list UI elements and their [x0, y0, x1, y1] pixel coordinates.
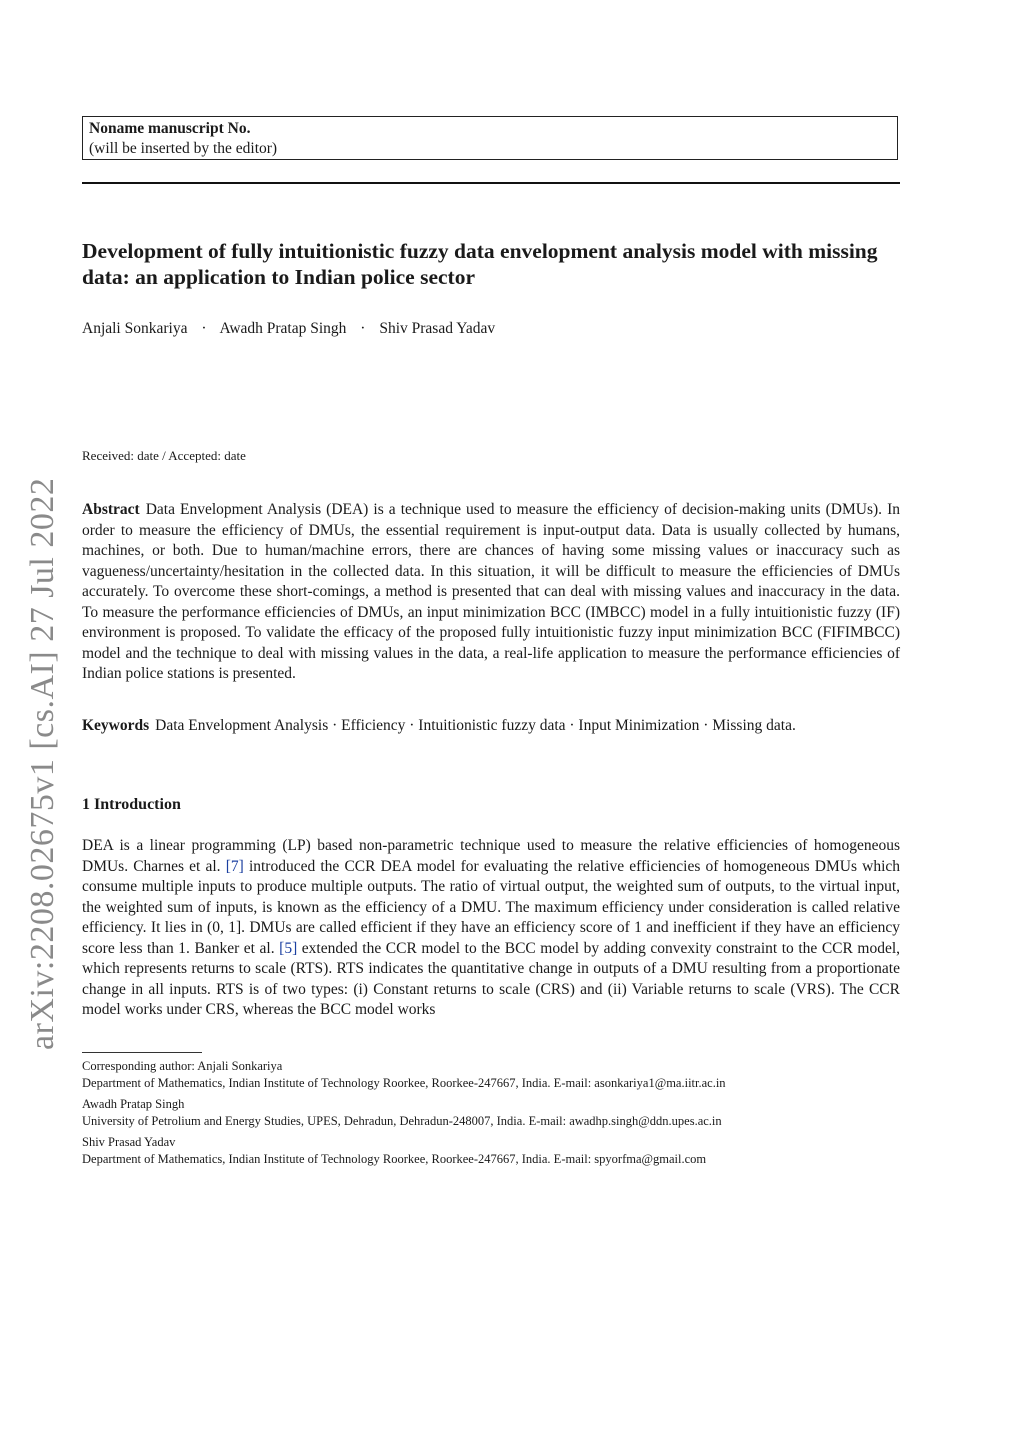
author-separator: ·: [360, 320, 366, 337]
manuscript-label: Noname manuscript No.: [89, 120, 251, 137]
author-list: [82, 320, 495, 338]
manuscript-box: [82, 116, 898, 160]
section-title-introduction: 1 Introduction: [82, 796, 181, 813]
arxiv-identifier: arXiv:2208.02675v1 [cs.AI] 27 Jul 2022: [24, 477, 61, 1050]
abstract-text: Data Envelopment Analysis (DEA) is a technique used to measure the efficiency of decision-making units (DMUs). In order to measure the efficiency of DMUs, the essential requirement is input-output data. Data is usually collected by humans, machines, or both. Due to human/machine errors, there are chances of having some missing values or inaccuracy such as vagueness/uncertainty/hesitation in the collected data. In this situation, it will be difficult to measure the efficiencies of DMUs accurately. To overcome these short-comings, a method is presented that can deal with missing values and inaccuracy in the data. To measure the performance efficiencies of DMUs, an input minimization BCC (IMBCC) model in a fully intuitionistic fuzzy (IF) environment is proposed. To validate the efficacy of the proposed fully intuitionistic fuzzy input minimization BCC (FIFIMBCC) model and the technique to deal with missing values in the data, a real-life application to measure the performance efficiencies of Indian police stations is presented.: [82, 501, 900, 682]
intro-text-3: extended the CCR model to the BCC model by adding convexity constraint to the CCR model, which represents returns to scale (RTS). RTS indicates the quantitative change in outputs of a DMU resulting from a proportionate change in all inputs. RTS is of two types: (i) Constant returns to scale (CRS) and (ii) Variable returns to scale (VRS). The CCR model works under CRS, whereas the BCC model works: [82, 939, 901, 1018]
citation-link[interactable]: [7]: [225, 857, 244, 875]
footnote-rule: [82, 1052, 202, 1053]
footnote-author-3: [82, 1134, 912, 1167]
author-separator: ·: [201, 320, 207, 337]
header-rule: [82, 182, 900, 184]
footnote-author-2: [82, 1096, 912, 1129]
footnotes: [82, 1058, 912, 1172]
received-date: Received: date / Accepted: date: [82, 448, 246, 463]
keywords-label: Keywords: [82, 717, 150, 734]
keywords: [82, 716, 900, 737]
paper-title: Development of fully intuitionistic fuzzy data envelopment analysis model with missing data: an application to Indian police sector: [82, 239, 878, 289]
abstract-label: Abstract: [82, 501, 140, 518]
author-3: Shiv Prasad Yadav: [379, 320, 496, 337]
footnote-name: Corresponding author: Anjali Sonkariya: [82, 1059, 283, 1073]
footnote-affiliation: Department of Mathematics, Indian Institute of Technology Roorkee, Roorkee-247667, India. E-mail: spyorfma@gmail.com: [82, 1151, 707, 1166]
footnote-affiliation: University of Petrolium and Energy Studies, UPES, Dehradun, Dehradun-248007, India. E-mail: awadhp.singh@ddn.upes.ac.in: [82, 1113, 722, 1128]
intro-text-1: DEA is a linear programming (LP) based non-parametric technique used to measure the relative efficiencies of homogeneous DMUs. Charnes et al.: [82, 837, 900, 875]
footnote-name: Shiv Prasad Yadav: [82, 1135, 176, 1149]
footnote-affiliation: Department of Mathematics, Indian Institute of Technology Roorkee, Roorkee-247667, India. E-mail: asonkariya1@ma.iitr.ac.in: [82, 1075, 726, 1090]
footnote-author-1: [82, 1058, 912, 1091]
intro-text-2: introduced the CCR DEA model for evaluating the relative efficiencies of homogeneous DMUs which consume multiple inputs to produce multiple outputs. The ratio of virtual output, the weighted sum of outputs, to the virtual input, the weighted sum of inputs, is known as the efficiency of a DMU. The maximum efficiency under consideration is called relative efficiency. It lies in (0, 1]. DMUs are called efficient if they have an efficiency score of 1 and inefficient if they have an efficiency score less than 1. Banker et al.: [82, 857, 901, 957]
abstract: [82, 500, 900, 685]
citation-link[interactable]: [5]: [279, 939, 298, 957]
keywords-text: Data Envelopment Analysis · Efficiency · Intuitionistic fuzzy data · Input Minimization · Missing data.: [155, 717, 796, 734]
introduction-paragraph: [82, 836, 900, 1021]
editor-note: (will be inserted by the editor): [89, 140, 278, 157]
author-1: Anjali Sonkariya: [82, 320, 188, 337]
author-2: Awadh Pratap Singh: [219, 320, 347, 337]
footnote-name: Awadh Pratap Singh: [82, 1097, 185, 1111]
